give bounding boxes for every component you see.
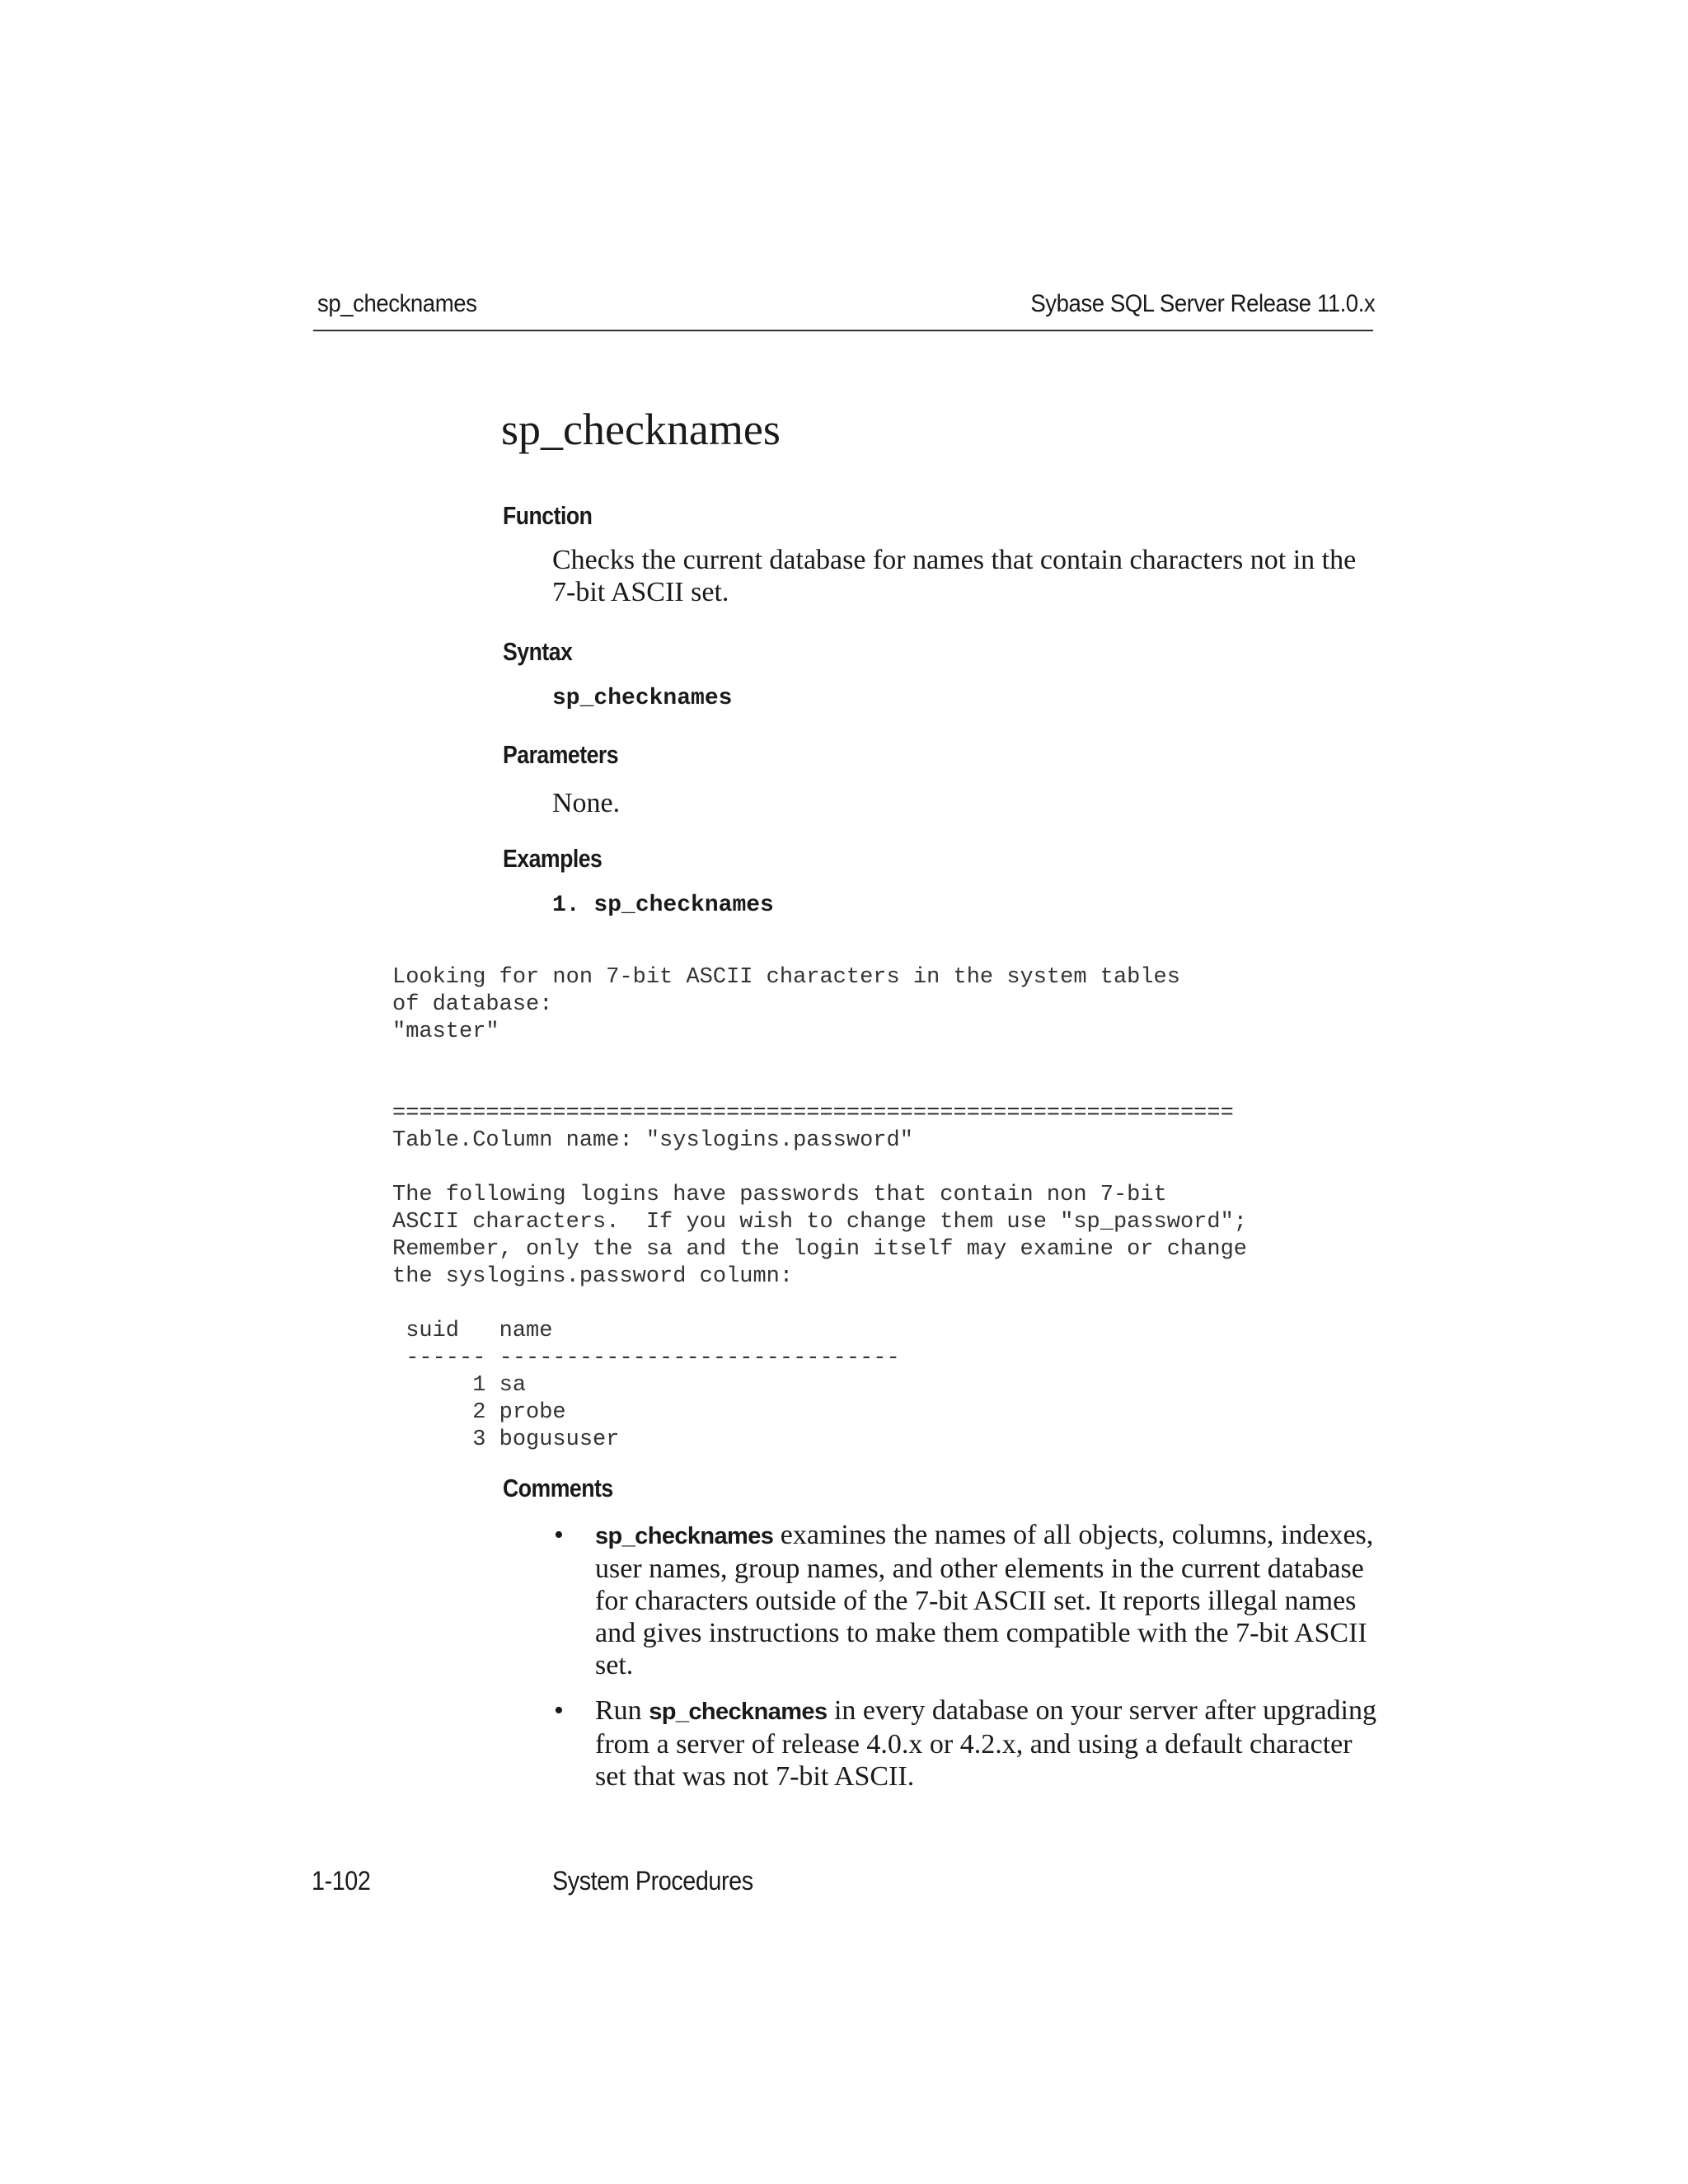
parameters-text: None. xyxy=(552,788,621,818)
example-item xyxy=(552,893,774,918)
bullet: • xyxy=(554,1695,564,1726)
comments-heading: Comments xyxy=(503,1474,613,1502)
comment-proc-name: sp_checknames xyxy=(649,1699,828,1725)
comment-item xyxy=(554,1519,1378,1681)
example-code: sp_checknames xyxy=(593,893,774,918)
bullet: • xyxy=(554,1520,564,1550)
comments-list xyxy=(554,1519,1378,1806)
example-number: 1. xyxy=(552,893,580,918)
book-title: System Procedures xyxy=(552,1866,753,1896)
running-header-right: Sybase SQL Server Release 11.0.x xyxy=(1030,290,1375,317)
parameters-heading: Parameters xyxy=(503,740,619,769)
comment-text: in every database on your server after upgrading from a server of release 4.0.x or 4.2.x, and using a default character set that was not 7-bit ASCII. xyxy=(595,1695,1376,1792)
comment-text: examines the names of all objects, columns, indexes, user names, group names, and other elements in the current database for characters outside of the 7-bit ASCII set. It reports illegal names and gives instructions to make them compatible with the 7-bit ASCII set. xyxy=(595,1520,1374,1680)
function-text: Checks the current database for names that contain characters not in the 7-bit ASCII set. xyxy=(552,545,1357,607)
comment-pre: Run xyxy=(595,1695,649,1726)
function-heading: Function xyxy=(503,501,593,530)
comment-proc-name: sp_checknames xyxy=(595,1523,774,1549)
running-header-left: sp_checknames xyxy=(317,290,477,317)
syntax-heading: Syntax xyxy=(503,637,573,666)
page-number: 1-102 xyxy=(312,1866,371,1896)
header-rule xyxy=(313,330,1373,331)
page-title: sp_checknames xyxy=(501,405,781,454)
syntax-code: sp_checknames xyxy=(552,686,733,711)
example-output: Looking for non 7-bit ASCII characters in the system tables of database: "master" =============================================================== Table.Column name: "syslogins.password" The following logins have passwords that contain non 7-bit ASCII characters. If you wish to change them use "sp_password"; Remember, only the sa and the login itself may examine or change the syslogins.password column: suid name ------ ------------------------------ 1 sa 2 probe 3 bogususer xyxy=(392,965,1247,1452)
examples-heading: Examples xyxy=(503,844,603,873)
comment-item xyxy=(554,1694,1378,1793)
